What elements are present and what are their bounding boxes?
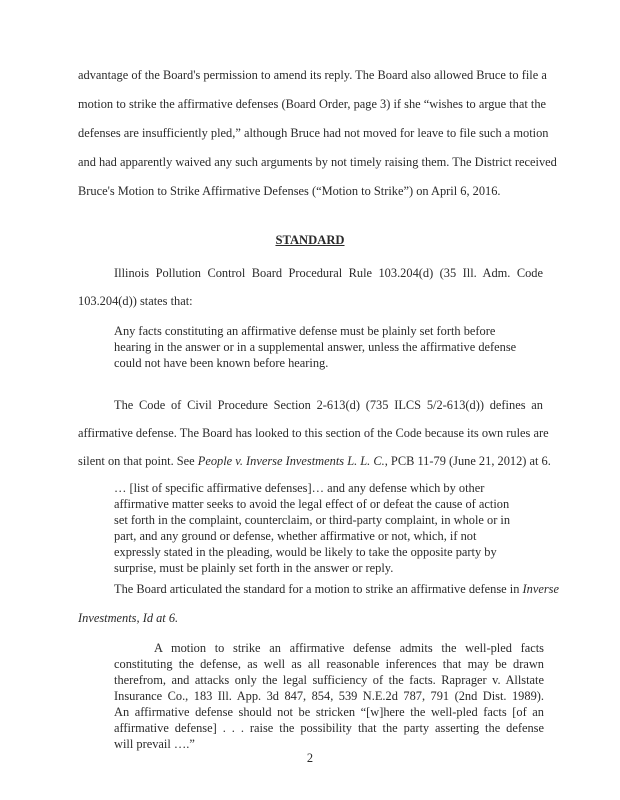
paragraph-4-text: The Board articulated the standard for a motion to strike an affirmative defense in	[114, 582, 523, 596]
section-heading: STANDARD	[275, 233, 345, 247]
quote-1-line-2: hearing in the answer or in a supplemental answer, unless the affirmative defense	[114, 340, 517, 354]
quote-2-line-1: … [list of specific affirmative defenses]… and any defense which by other	[114, 481, 485, 495]
paragraph-1-line-5: Bruce's Motion to Strike Affirmative Defenses (“Motion to Strike”) on April 6, 2016.	[78, 184, 501, 198]
page-number: 2	[306, 751, 314, 765]
paragraph-3-text-after-citation: , PCB 11-79 (June 21, 2012) at 6.	[384, 454, 551, 468]
paragraph-3-line-3	[78, 453, 551, 469]
quote-3-line-3: therefrom, and attacks only the legal sufficiency of the facts. Raprager v. Allstate	[114, 673, 544, 687]
quote-2-line-4: part, and any ground or defense, whether affirmative or not, which, if not	[114, 529, 477, 543]
paragraph-1-line-4: and had apparently waived any such arguments by not timely raising them. The District received	[78, 155, 557, 169]
quote-3-line-2: constituting the defense, as well as all reasonable inferences that may be drawn	[114, 657, 544, 671]
case-citation-people-v-inverse: People v. Inverse Investments L. L. C.	[197, 454, 385, 468]
paragraph-3-line-1: The Code of Civil Procedure Section 2-613(d) (735 ILCS 5/2-613(d)) defines an	[114, 398, 543, 412]
quote-3-line-5: An affirmative defense should not be stricken “[w]here the well-pled facts [of an	[114, 705, 544, 719]
paragraph-1-line-1: advantage of the Board's permission to amend its reply. The Board also allowed Bruce to file a	[78, 68, 547, 82]
quote-3-line-4: Insurance Co., 183 Ill. App. 3d 847, 854, 539 N.E.2d 787, 791 (2nd Dist. 1989).	[114, 689, 544, 703]
quote-3-line-1: A motion to strike an affirmative defense admits the well-pled facts	[154, 641, 544, 655]
quote-2-line-5: expressly stated in the pleading, would be likely to take the opposite party by	[114, 545, 497, 559]
quote-3-line-7: will prevail ….”	[114, 737, 195, 751]
quote-1-line-3: could not have been known before hearing.	[114, 356, 329, 370]
paragraph-1-line-3: defenses are insufficiently pled,” although Bruce had not moved for leave to file such a motion	[78, 126, 549, 140]
paragraph-3-text-before-citation: silent on that point. See	[78, 454, 198, 468]
quote-2-line-6: surprise, must be plainly set forth in the answer or reply.	[114, 561, 394, 575]
paragraph-1-line-2: motion to strike the affirmative defenses (Board Order, page 3) if she “wishes to argue that the	[78, 97, 547, 111]
quote-3-line-6: affirmative defense] . . . raise the possibility that the party asserting the defense	[114, 721, 544, 735]
paragraph-2-line-1: Illinois Pollution Control Board Procedural Rule 103.204(d) (35 Ill. Adm. Code	[114, 266, 543, 280]
quote-1-line-1: Any facts constituting an affirmative defense must be plainly set forth before	[114, 324, 496, 338]
case-citation-inverse: Inverse	[522, 582, 559, 596]
paragraph-2-line-2: 103.204(d)) states that:	[78, 294, 193, 308]
paragraph-4-line-2	[78, 610, 543, 626]
paragraph-3-line-2: affirmative defense. The Board has looked to this section of the Code because its own rules are	[78, 426, 549, 440]
quote-2-line-2: affirmative matter seeks to avoid the legal effect of or defeat the cause of action	[114, 497, 510, 511]
case-citation-inverse-investments-id: Investments, Id at 6.	[78, 611, 179, 625]
quote-2-line-3: set forth in the complaint, counterclaim, or third-party complaint, in whole or in	[114, 513, 511, 527]
paragraph-4-line-1	[114, 581, 559, 597]
